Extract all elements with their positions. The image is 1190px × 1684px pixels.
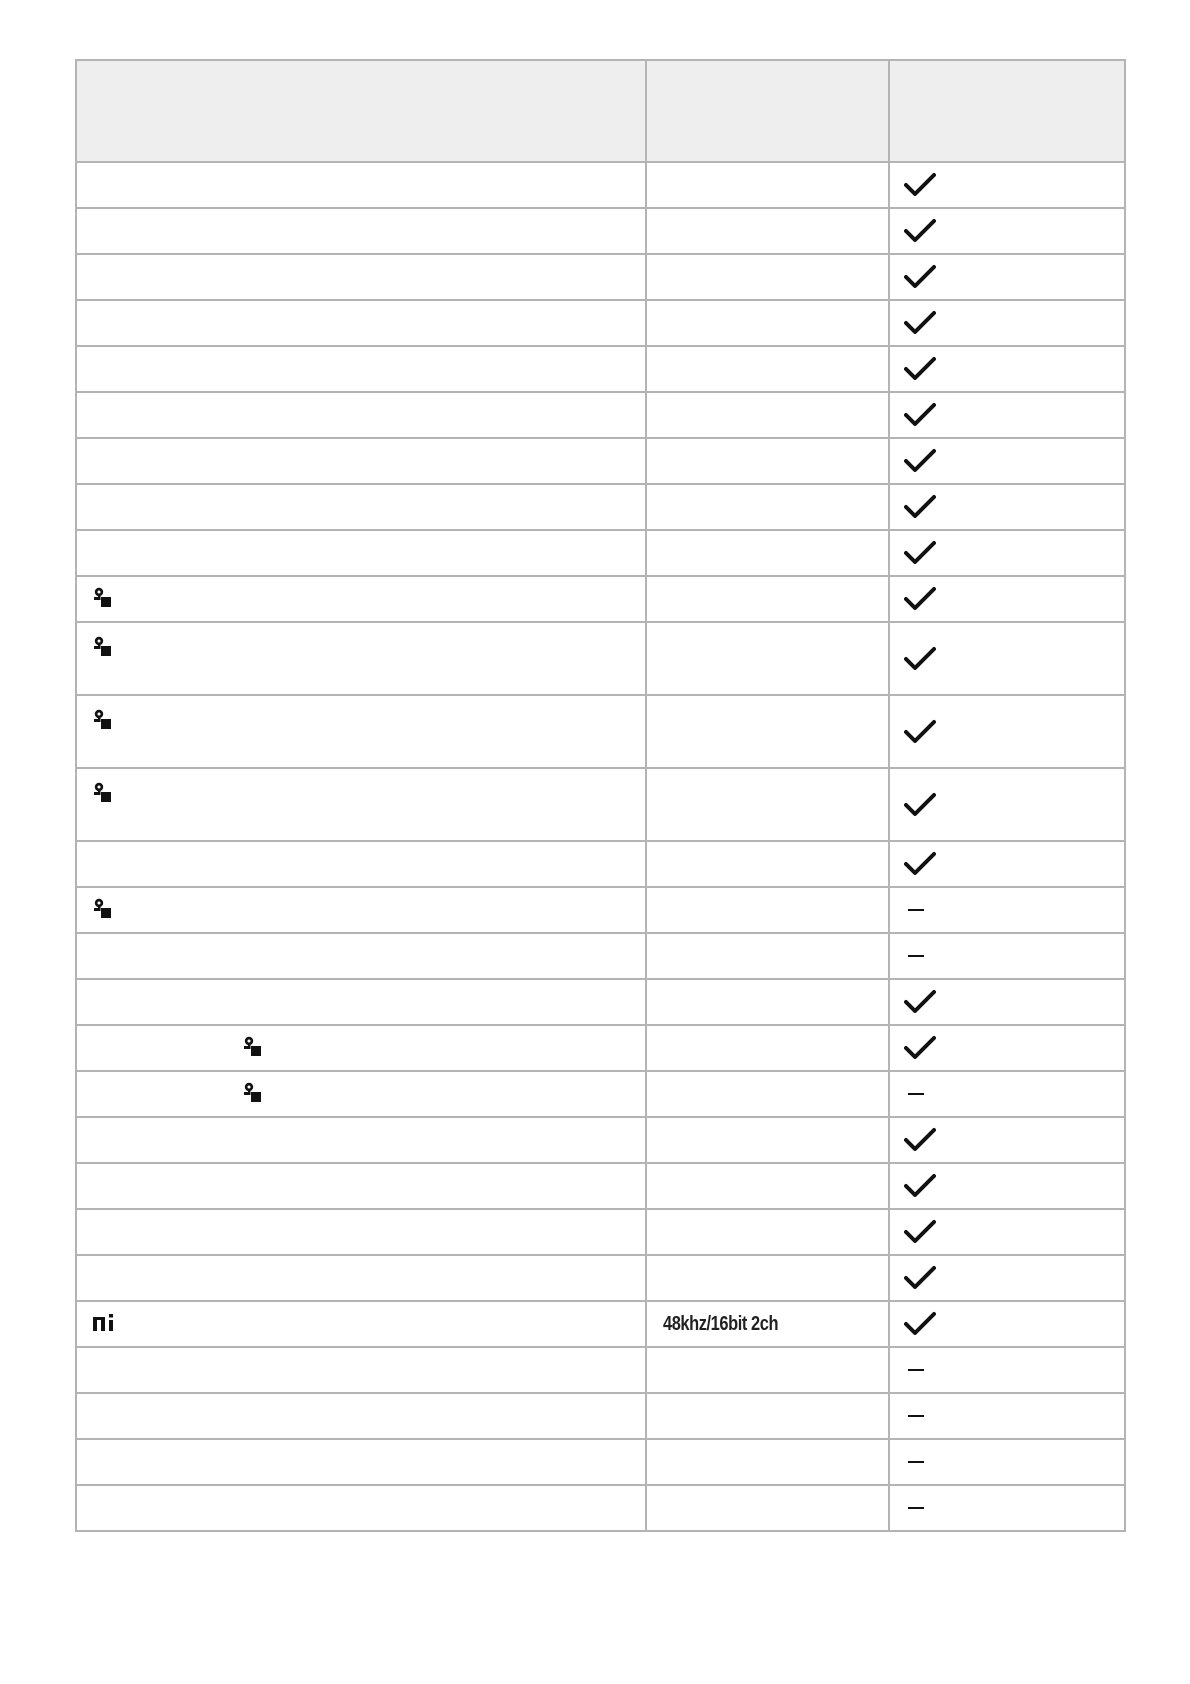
table-row: [76, 300, 1125, 346]
table-row: [76, 979, 1125, 1025]
dash-icon: [908, 909, 924, 911]
table-row: [76, 346, 1125, 392]
support-cell: [889, 346, 1125, 392]
support-cell: [889, 1255, 1125, 1301]
support-cell: [889, 1347, 1125, 1393]
table-row: [76, 1163, 1125, 1209]
support-cell: [889, 162, 1125, 208]
checkmark-icon: [904, 1265, 1124, 1291]
support-cell: [889, 1209, 1125, 1255]
setting-value-cell: [646, 1025, 889, 1071]
support-cell: [889, 1071, 1125, 1117]
checkmark-icon: [904, 402, 1124, 428]
checkmark-icon: [904, 172, 1124, 198]
setting-value-cell: [646, 484, 889, 530]
setting-name-cell: [76, 841, 646, 887]
checkmark-icon: [904, 1219, 1124, 1245]
support-cell: [889, 1393, 1125, 1439]
setting-value-cell: [646, 1117, 889, 1163]
setting-name-cell: [76, 346, 646, 392]
setting-value-cell: [646, 392, 889, 438]
setting-name-cell: [76, 208, 646, 254]
support-cell: [889, 887, 1125, 933]
custom-setting-icon: [91, 781, 113, 808]
setting-value-cell: [646, 254, 889, 300]
setting-name-cell: [76, 484, 646, 530]
table-row: [76, 576, 1125, 622]
table-row: [76, 162, 1125, 208]
checkmark-icon: [904, 310, 1124, 336]
setting-value-cell: [646, 1071, 889, 1117]
table-row: [76, 1347, 1125, 1393]
table-row: [76, 1025, 1125, 1071]
setting-value-cell: [646, 933, 889, 979]
checkmark-icon: [904, 851, 1124, 877]
setting-value-cell: [646, 1393, 889, 1439]
table-row: [76, 1117, 1125, 1163]
table-row: [76, 208, 1125, 254]
support-cell: [889, 300, 1125, 346]
setting-name-cell: [76, 576, 646, 622]
checkmark-icon: [904, 1311, 1124, 1337]
setting-value-cell: [646, 438, 889, 484]
setting-value-cell: [646, 576, 889, 622]
setting-value-cell: [646, 887, 889, 933]
dash-icon: [908, 1415, 924, 1417]
setting-name-cell: [76, 695, 646, 768]
table-row: [76, 1485, 1125, 1531]
checkmark-icon: [904, 1173, 1124, 1199]
setting-name-cell: [76, 1025, 646, 1071]
table-row: [76, 768, 1125, 841]
checkmark-icon: [904, 586, 1124, 612]
setting-value-cell: [646, 300, 889, 346]
table-row: [76, 1393, 1125, 1439]
support-cell: [889, 208, 1125, 254]
table-row: [76, 438, 1125, 484]
setting-name-cell: [76, 1439, 646, 1485]
checkmark-icon: [904, 264, 1124, 290]
support-cell: [889, 1485, 1125, 1531]
setting-name-cell: [76, 254, 646, 300]
setting-name-cell: [76, 1393, 646, 1439]
setting-value-cell: [646, 346, 889, 392]
table-row: [76, 484, 1125, 530]
support-cell: [889, 1301, 1125, 1347]
setting-name-cell: [76, 1163, 646, 1209]
table-row: [76, 392, 1125, 438]
support-cell: [889, 622, 1125, 695]
checkmark-icon: [904, 719, 1124, 745]
checkmark-icon: [904, 989, 1124, 1015]
setting-name-cell: [76, 1209, 646, 1255]
setting-name-cell: [76, 622, 646, 695]
table-row: [76, 1071, 1125, 1117]
setting-name-cell: [76, 1117, 646, 1163]
table-row: [76, 841, 1125, 887]
setting-value-cell: [646, 1485, 889, 1531]
setting-name-cell: [76, 1255, 646, 1301]
custom-setting-icon: [91, 897, 113, 924]
support-cell: [889, 1163, 1125, 1209]
checkmark-icon: [904, 646, 1124, 672]
checkmark-icon: [904, 494, 1124, 520]
dash-icon: [908, 1507, 924, 1509]
table-row: [76, 1209, 1125, 1255]
support-cell: [889, 484, 1125, 530]
custom-setting-icon: [91, 635, 113, 662]
setting-value-cell: [646, 208, 889, 254]
mic-icon: [91, 1311, 119, 1338]
table-row: [76, 530, 1125, 576]
table-row: [76, 1301, 1125, 1347]
support-cell: [889, 254, 1125, 300]
support-cell: [889, 392, 1125, 438]
support-cell: [889, 933, 1125, 979]
checkmark-icon: [904, 1035, 1124, 1061]
checkmark-icon: [904, 218, 1124, 244]
setting-value-cell: [646, 622, 889, 695]
dash-icon: [908, 1369, 924, 1371]
setting-value-cell: [646, 1255, 889, 1301]
setting-name-cell: [76, 1347, 646, 1393]
setting-value-cell: [646, 1347, 889, 1393]
setting-name-cell: [76, 392, 646, 438]
header-cell-name: [76, 60, 646, 162]
header-cell-value: [646, 60, 889, 162]
setting-value-cell: [646, 695, 889, 768]
header-cell-support: [889, 60, 1125, 162]
table-row: [76, 254, 1125, 300]
setting-name-cell: [76, 438, 646, 484]
dash-icon: [908, 1461, 924, 1463]
setting-value-cell: [646, 530, 889, 576]
support-cell: [889, 530, 1125, 576]
setting-value-cell: [646, 979, 889, 1025]
setting-name-cell: [76, 300, 646, 346]
table-header: [76, 60, 1125, 162]
table-row: [76, 695, 1125, 768]
setting-name-cell: [76, 1071, 646, 1117]
table-row: [76, 933, 1125, 979]
checkmark-icon: [904, 356, 1124, 382]
support-cell: [889, 1025, 1125, 1071]
checkmark-icon: [904, 1127, 1124, 1153]
setting-value-cell: [646, 1209, 889, 1255]
setting-value-cell: [646, 1439, 889, 1485]
table-row: [76, 887, 1125, 933]
table-row: [76, 1439, 1125, 1485]
support-cell: [889, 695, 1125, 768]
setting-name-cell: [76, 1301, 646, 1347]
settings-table: [75, 59, 1126, 1532]
custom-setting-icon: [91, 708, 113, 735]
checkmark-icon: [904, 792, 1124, 818]
support-cell: [889, 576, 1125, 622]
support-cell: [889, 438, 1125, 484]
support-cell: [889, 768, 1125, 841]
table-row: [76, 1255, 1125, 1301]
setting-value-cell: [646, 841, 889, 887]
setting-name-cell: [76, 162, 646, 208]
custom-setting-icon: [241, 1081, 263, 1108]
table-body: [76, 162, 1125, 1531]
checkmark-icon: [904, 540, 1124, 566]
setting-value-cell: [646, 162, 889, 208]
support-cell: [889, 1439, 1125, 1485]
checkmark-icon: [904, 448, 1124, 474]
setting-name-cell: [76, 1485, 646, 1531]
custom-setting-icon: [241, 1035, 263, 1062]
setting-name-cell: [76, 530, 646, 576]
setting-value: 48khz/16bit 2ch: [663, 1312, 779, 1335]
table-row: [76, 622, 1125, 695]
setting-name-cell: [76, 933, 646, 979]
setting-value-cell: [646, 1301, 889, 1347]
dash-icon: [908, 1093, 924, 1095]
setting-value-cell: [646, 768, 889, 841]
custom-setting-icon: [91, 586, 113, 613]
support-cell: [889, 841, 1125, 887]
dash-icon: [908, 955, 924, 957]
setting-name-cell: [76, 768, 646, 841]
setting-value-cell: [646, 1163, 889, 1209]
setting-name-cell: [76, 887, 646, 933]
support-cell: [889, 979, 1125, 1025]
support-cell: [889, 1117, 1125, 1163]
setting-name-cell: [76, 979, 646, 1025]
